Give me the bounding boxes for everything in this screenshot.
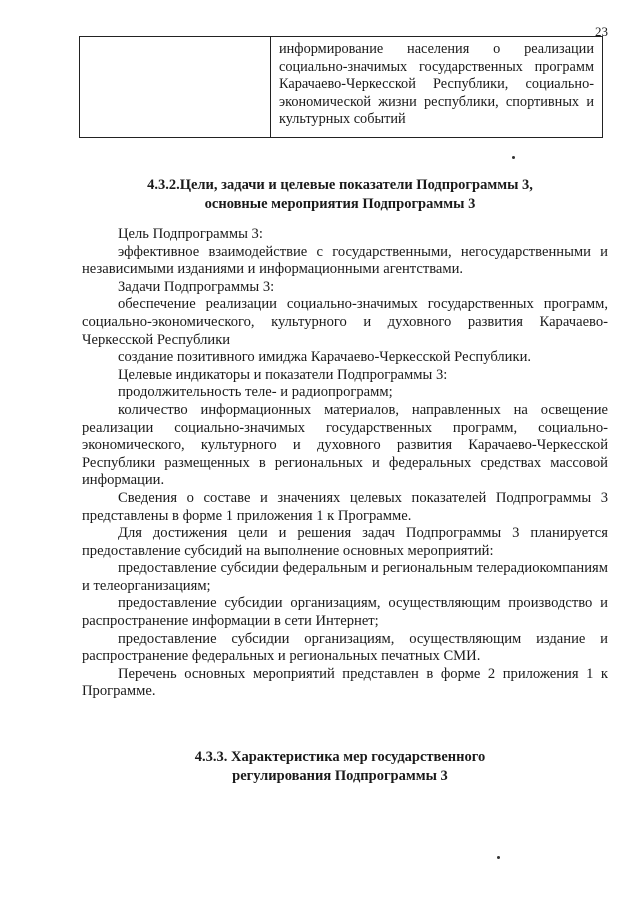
- paragraph: количество информационных материалов, направленных на освещение реализации социально-значимых государственных программ, социально-экономического, культурного и духовного развития Карачаево-Черкесской Республики размещенных в региональных и федеральных средствах массовой информации.: [82, 401, 608, 489]
- paragraph: Задачи Подпрограммы 3:: [118, 278, 275, 295]
- paragraph: предоставление субсидии организациям, осуществляющим издание и распространение федеральных и региональных печатных СМИ.: [82, 630, 608, 665]
- scan-dot: [497, 856, 500, 859]
- table-row: [80, 37, 603, 138]
- section-433-heading-line2: регулирования Подпрограммы 3: [232, 768, 448, 784]
- paragraph: продолжительность теле- и радиопрограмм;: [118, 384, 393, 401]
- section-433-heading: [60, 748, 620, 786]
- paragraph: предоставление субсидии организациям, осуществляющим производство и распространение информации в сети Интернет;: [82, 595, 608, 630]
- paragraph: эффективное взаимодействие с государственными, негосударственными и независимыми изданиями и информационными агентствами.: [82, 243, 608, 278]
- section-432-heading-line2: основные мероприятия Подпрограммы 3: [204, 196, 476, 212]
- section-432-heading: [60, 176, 620, 214]
- paragraph: Перечень основных мероприятий представлен в форме 2 приложения 1 к Программе.: [82, 665, 608, 700]
- table-cell-left: [80, 37, 271, 138]
- continuation-table: [79, 36, 603, 138]
- section-432-body: [82, 226, 608, 701]
- paragraph: Для достижения цели и решения задач Подпрограммы 3 планируется предоставление субсидий на выполнение основных мероприятий:: [82, 525, 608, 559]
- paragraph: предоставление субсидии федеральным и региональным телерадиокомпаниям и телеорганизациям;: [82, 560, 608, 594]
- paragraph: Целевые индикаторы и показатели Подпрограммы 3:: [118, 366, 448, 383]
- paragraph: Сведения о составе и значениях целевых показателей Подпрограммы 3 представлены в форме 1 приложения 1 к Программе.: [82, 489, 608, 524]
- section-432-heading-line1: 4.3.2.Цели, задачи и целевые показатели Подпрограммы 3,: [147, 177, 533, 193]
- paragraph: создание позитивного имиджа Карачаево-Черкесской Республики.: [118, 349, 532, 366]
- section-433-heading-line1: 4.3.3. Характеристика мер государственного: [194, 749, 486, 765]
- paragraph: обеспечение реализации социально-значимых государственных программ, социально-экономического, культурного и духовного развития Карачаево-Черкесской Республики: [82, 296, 608, 348]
- scan-dot: [512, 156, 515, 159]
- table-cell-text: информирование населения о реализации социально-значимых государственных программ Карачаево-Черкесской Республики, социально-экономической жизни республики, спортивных и культурных событий: [279, 41, 594, 127]
- paragraph: Цель Подпрограммы 3:: [118, 226, 263, 242]
- table-cell-right: [271, 37, 603, 138]
- page-number: 23: [595, 24, 608, 39]
